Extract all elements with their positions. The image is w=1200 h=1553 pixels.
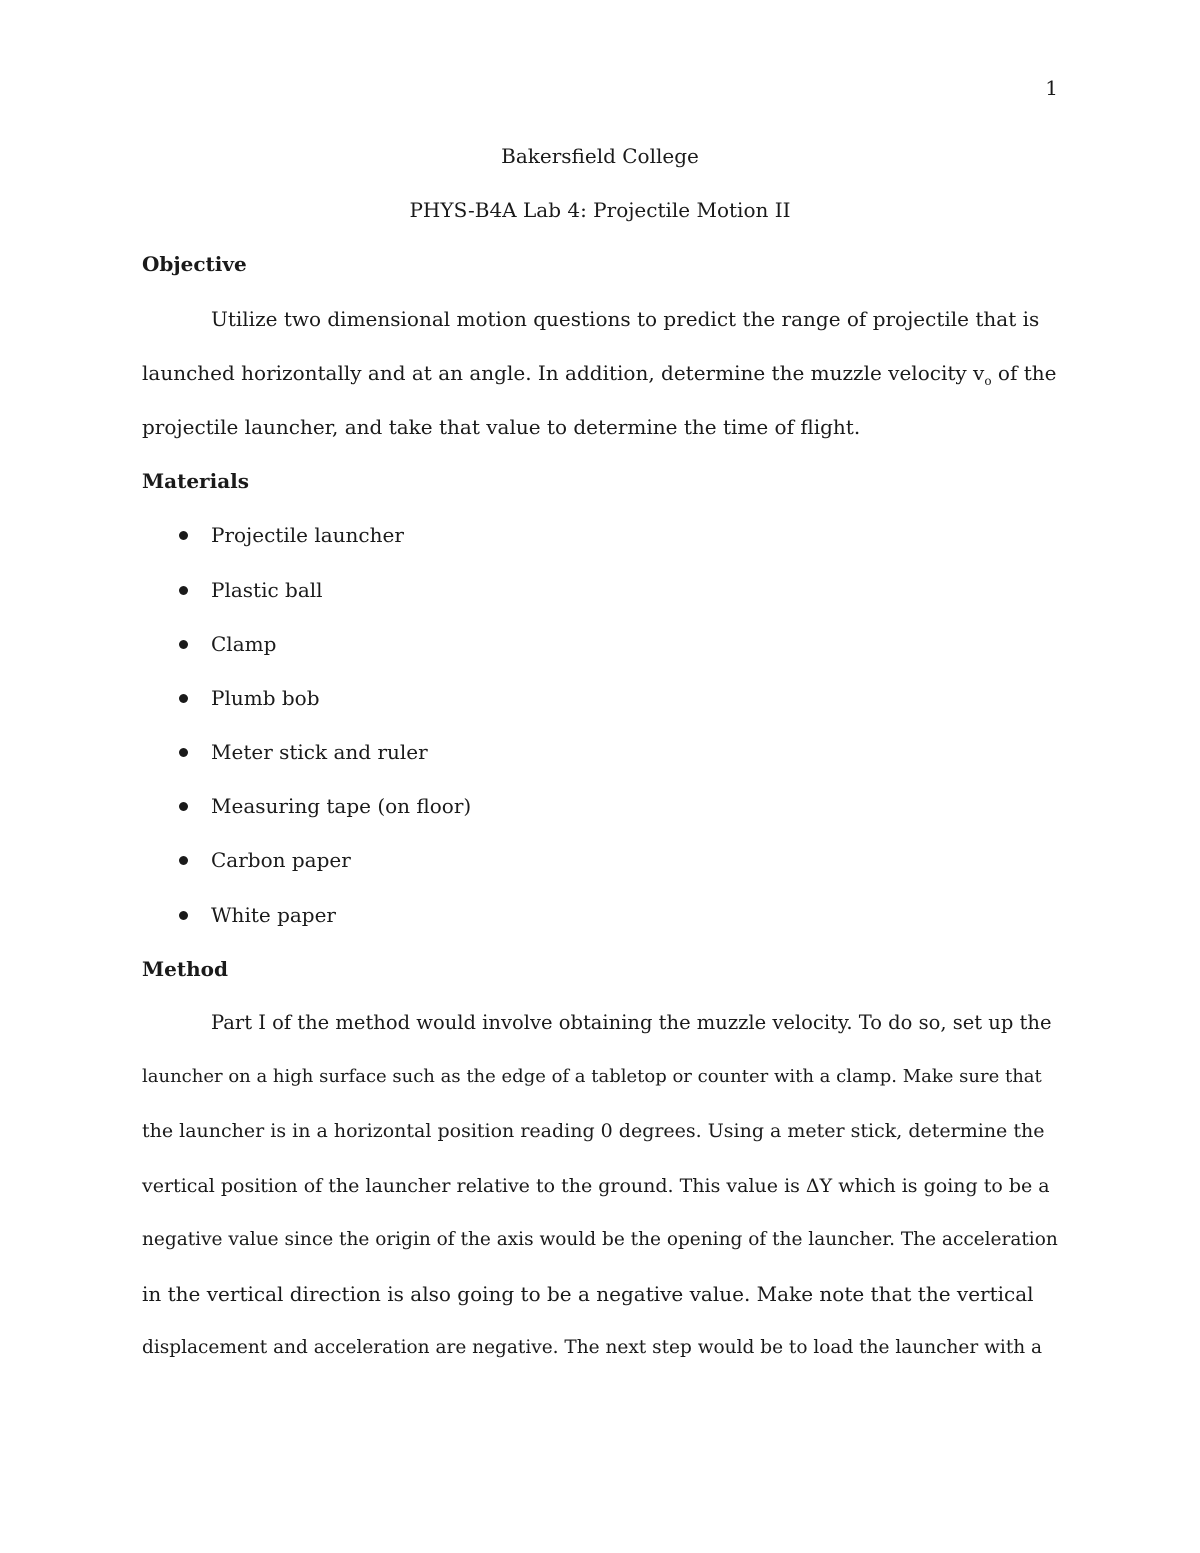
- document-body: [142, 140, 1058, 1386]
- method-heading: Method: [142, 956, 228, 981]
- velocity-subscript: o: [984, 373, 992, 388]
- materials-item-label: Plumb bob: [211, 685, 320, 710]
- bullet-icon: [179, 694, 188, 703]
- bullet-icon: [179, 911, 188, 920]
- materials-item-label: White paper: [211, 902, 336, 927]
- page-number: 1: [1045, 76, 1058, 100]
- materials-heading: Materials: [142, 469, 250, 494]
- lab-title: PHYS-B4A Lab 4: Projectile Motion II: [409, 198, 791, 223]
- bullet-icon: [179, 586, 188, 595]
- objective-text: of the: [991, 360, 1057, 385]
- objective-text: launched horizontally and at an angle. In addition, determine the muzzle velocity v: [142, 360, 985, 385]
- method-line: vertical position of the launcher relative to the ground. This value is ΔY which is going to be a: [142, 1174, 1050, 1197]
- materials-list-item: [142, 682, 1058, 736]
- method-line: in the vertical direction is also going to be a negative value. Make note that the vertical: [142, 1281, 1034, 1306]
- method-line: Part I of the method would involve obtaining the muzzle velocity. To do so, set up the: [211, 1011, 1052, 1034]
- materials-item-label: Clamp: [211, 631, 277, 656]
- objective-line: Utilize two dimensional motion questions to predict the range of projectile that is: [211, 306, 1040, 331]
- materials-item-label: Carbon paper: [211, 848, 351, 873]
- bullet-icon: [179, 802, 188, 811]
- materials-list-item: [142, 736, 1058, 790]
- method-line: the launcher is in a horizontal position reading 0 degrees. Using a meter stick, determine the: [142, 1120, 1045, 1143]
- materials-list-item: [142, 519, 1058, 573]
- objective-line: [142, 357, 1058, 411]
- institution-name: Bakersfield College: [501, 144, 699, 168]
- materials-list-item: [142, 790, 1058, 844]
- bullet-icon: [179, 531, 188, 540]
- materials-list-item: [142, 574, 1058, 628]
- materials-list-item: [142, 844, 1058, 898]
- bullet-icon: [179, 640, 188, 649]
- materials-list-item: [142, 899, 1058, 953]
- materials-list-item: [142, 628, 1058, 682]
- method-line: negative value since the origin of the axis would be the opening of the launcher. The acceleration: [142, 1228, 1058, 1250]
- method-line: displacement and acceleration are negative. The next step would be to load the launcher with a: [142, 1337, 1043, 1359]
- materials-item-label: Meter stick and ruler: [211, 740, 428, 765]
- bullet-icon: [179, 856, 188, 865]
- objective-line: projectile launcher, and take that value to determine the time of flight.: [142, 414, 861, 439]
- materials-item-label: Plastic ball: [211, 577, 323, 602]
- materials-item-label: Measuring tape (on floor): [211, 794, 472, 819]
- materials-item-label: Projectile launcher: [211, 523, 404, 548]
- bullet-icon: [179, 748, 188, 757]
- method-line: launcher on a high surface such as the edge of a tabletop or counter with a clamp. Make sure that: [142, 1066, 1042, 1088]
- objective-heading: Objective: [142, 252, 247, 277]
